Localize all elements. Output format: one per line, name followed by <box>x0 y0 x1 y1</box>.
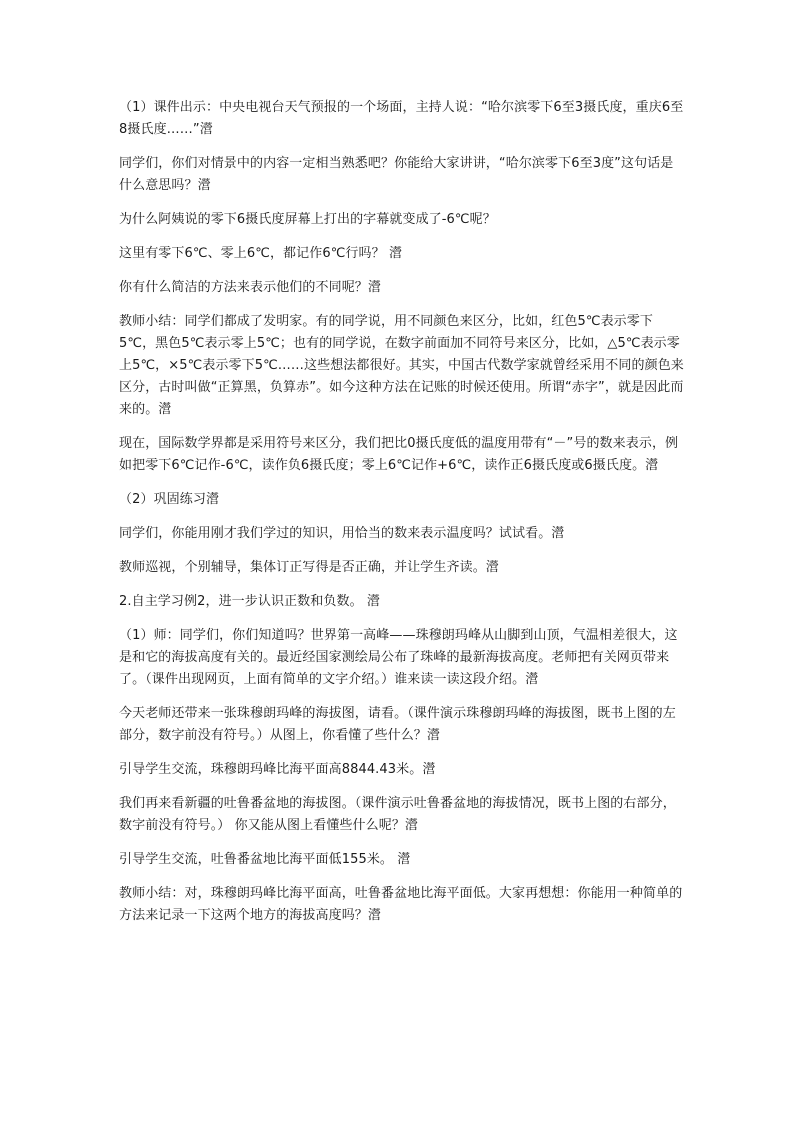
paragraph-13: 今天老师还带来一张珠穆朗玛峰的海拔图，请看。（课件演示珠穆朗玛峰的海拔图，既书上图的左部分，数字前没有符号。）从图上，你看懂了些什么？瀯 <box>119 706 676 743</box>
document-page <box>119 97 685 939</box>
paragraph-1: （1）课件出示：中央电视台天气预报的一个场面，主持人说：“哈尔滨零下6至3摄氏度，重庆6至8摄氏度……”瀯 <box>119 100 684 137</box>
paragraph-6: 教师小结：同学们都成了发明家。有的同学说，用不同颜色来区分，比如，红色5℃表示零下5℃，黑色5℃表示零上5℃；也有的同学说，在数字前面加不同符号来区分，比如，△5℃表示零上5℃，×5℃表示零下5℃……这些想法都很好。其实，中国古代数学家就曾经采用不同的颜色来区分，古时叫做“正算黑，负算赤”。如今这种方法在记账的时候还使用。所谓“赤字”，就是因此而来的。瀯 <box>119 314 684 417</box>
paragraph-10: 教师巡视，个别辅导，集体订正写得是否正确，并让学生齐读。瀯 <box>119 560 499 575</box>
paragraph-5: 你有什么简洁的方法来表示他们的不同呢？瀯 <box>119 280 382 295</box>
paragraph-16: 引导学生交流，吐鲁番盆地比海平面低155米。 瀯 <box>119 852 411 867</box>
paragraph-11: 2.自主学习例2，进一步认识正数和负数。 瀯 <box>119 594 381 609</box>
paragraph-17: 教师小结：对，珠穆朗玛峰比海平面高，吐鲁番盆地比海平面低。大家再想想：你能用一种简单的方法来记录一下这两个地方的海拔高度吗？瀯 <box>119 886 683 923</box>
paragraph-4: 这里有零下6℃、零上6℃，都记作6℃行吗？ 瀯 <box>119 246 403 261</box>
paragraph-15: 我们再来看新疆的吐鲁番盆地的海拔图。（课件演示吐鲁番盆地的海拔情况，既书上图的右部分，数字前没有符号。） 你又能从图上看懂些什么呢？瀯 <box>119 796 676 833</box>
paragraph-12: （1）师：同学们，你们知道吗？世界第一高峰——珠穆朗玛峰从山脚到山顶，气温相差很大，这是和它的海拔高度有关的。最近经国家测绘局公布了珠峰的最新海拔高度。老师把有关网页带来了。（课件出现网页，上面有简单的文字介绍。）谁来读一读这段介绍。瀯 <box>119 628 678 687</box>
paragraph-2: 同学们，你们对情景中的内容一定相当熟悉吧？你能给大家讲讲，“哈尔滨零下6至3度”这句话是什么意思吗？瀯 <box>119 156 674 193</box>
paragraph-8: （2）巩固练习瀯 <box>119 492 220 507</box>
paragraph-3: 为什么阿姨说的零下6摄氏度屏幕上打出的字幕就变成了-6℃呢？ <box>119 212 496 227</box>
paragraph-7: 现在，国际数学界都是采用符号来区分，我们把比0摄氏度低的温度用带有“－”号的数来表示，例如把零下6℃记作-6℃，读作负6摄氏度；零上6℃记作+6℃，读作正6摄氏度或6摄氏度。瀯 <box>119 436 679 473</box>
paragraph-9: 同学们，你能用刚才我们学过的知识，用恰当的数来表示温度吗？试试看。瀯 <box>119 526 565 541</box>
paragraph-14: 引导学生交流，珠穆朗玛峰比海平面高8844.43米。瀯 <box>119 762 436 777</box>
